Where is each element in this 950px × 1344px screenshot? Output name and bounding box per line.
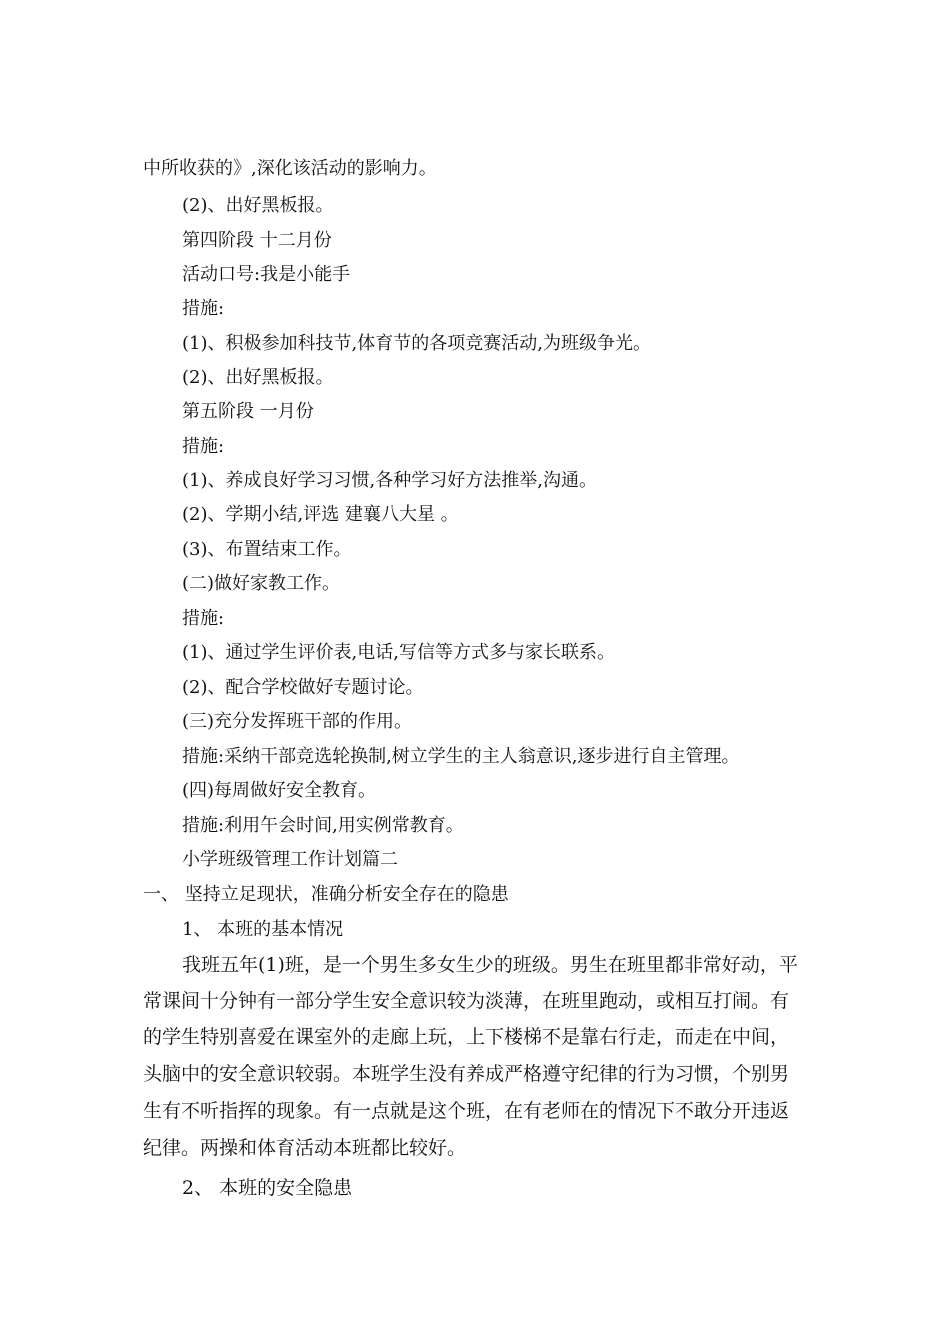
paragraph-line: 我班五年(1)班，是一个男生多女生少的班级。男生在班里都非常好动，平	[182, 954, 798, 976]
text-line: (3)、布置结束工作。	[182, 539, 352, 560]
subsection-heading: 1、 本班的基本情况	[182, 919, 344, 940]
paragraph-line: 纪律。两操和体育活动本班都比较好。	[143, 1137, 467, 1159]
text-line: (四)每周做好安全教育。	[182, 780, 377, 801]
text-line: 措施:	[182, 608, 225, 629]
paragraph-line: 生有不听指挥的现象。有一点就是这个班，在有老师在的情况下不敢分开违返	[143, 1100, 790, 1122]
text-line: 措施:采纳干部竞选轮换制,树立学生的主人翁意识,逐步进行自主管理。	[182, 746, 740, 767]
text-line: 活动口号:我是小能手	[182, 264, 351, 285]
text-line: 中所收获的》,深化该活动的影响力。	[143, 158, 437, 179]
paragraph-line: 头脑中的安全意识较弱。本班学生没有养成严格遵守纪律的行为习惯，个别男	[143, 1063, 790, 1085]
text-line: 措施:	[182, 436, 225, 457]
text-line: 措施:利用午会时间,用实例常教育。	[182, 815, 464, 836]
paragraph-line: 常课间十分钟有一部分学生安全意识较为淡薄，在班里跑动，或相互打闹。有	[143, 990, 790, 1012]
paragraph-line: 的学生特别喜爱在课室外的走廊上玩，上下楼梯不是靠右行走，而走在中间，	[143, 1026, 790, 1048]
text-line: (2)、学期小结,评选 建襄八大星 。	[182, 504, 459, 525]
text-line: (1)、养成良好学习习惯,各种学习好方法推举,沟通。	[182, 470, 597, 491]
text-line: (2)、出好黑板报。	[182, 367, 334, 388]
text-line: (1)、通过学生评价表,电话,写信等方式多与家长联系。	[182, 642, 615, 663]
section-heading: 一、 坚持立足现状，准确分析安全存在的隐患	[143, 884, 509, 905]
heading-stage-four: 第四阶段 十二月份	[182, 230, 332, 251]
text-line: (2)、配合学校做好专题讨论。	[182, 677, 424, 698]
text-line: (2)、出好黑板报。	[182, 195, 334, 216]
subsection-heading: 2、 本班的安全隐患	[182, 1177, 353, 1199]
text-line: (二)做好家教工作。	[182, 573, 341, 594]
text-line: 措施:	[182, 298, 225, 319]
text-line: (三)充分发挥班干部的作用。	[182, 711, 413, 732]
section-title: 小学班级管理工作计划篇二	[182, 849, 398, 870]
heading-stage-five: 第五阶段 一月份	[182, 401, 314, 422]
text-line: (1)、积极参加科技节,体育节的各项竞赛活动,为班级争光。	[182, 333, 651, 354]
